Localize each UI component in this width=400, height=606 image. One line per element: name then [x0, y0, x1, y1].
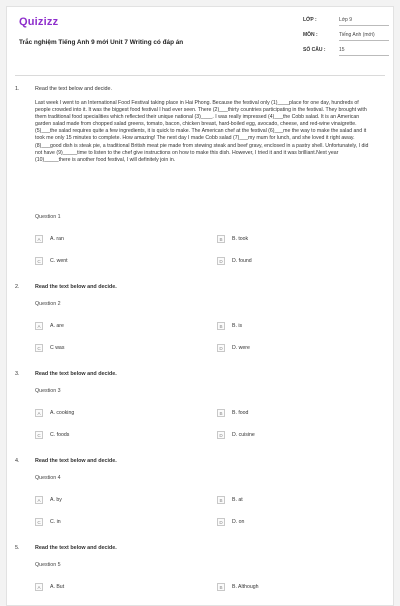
worksheet-title: Trắc nghiệm Tiếng Anh 9 mới Unit 7 Writing có đáp án: [19, 39, 184, 46]
option-letter-box[interactable]: C: [35, 257, 43, 265]
question-number: 3.: [15, 371, 20, 377]
question-number: 4.: [15, 458, 20, 464]
option-d[interactable]: [217, 431, 377, 441]
option-text: B. food: [232, 410, 249, 416]
option-letter-box[interactable]: B: [217, 409, 225, 417]
option-text: D. were: [232, 345, 250, 351]
option-b[interactable]: [217, 235, 377, 245]
option-text: C. went: [50, 258, 68, 264]
option-b[interactable]: [217, 409, 377, 419]
option-letter-box[interactable]: C: [35, 518, 43, 526]
option-text: A. ran: [50, 236, 64, 242]
question-instruction: Read the text below and decide.: [35, 284, 117, 290]
question-number: 2.: [15, 284, 20, 290]
question-instruction: Read the text below and decide.: [35, 458, 117, 464]
worksheet-header: [7, 7, 394, 72]
question-label: Question 1: [35, 214, 61, 220]
option-letter-box[interactable]: A: [35, 409, 43, 417]
option-b[interactable]: [217, 583, 377, 593]
option-text: D. on: [232, 519, 245, 525]
meta-count: [303, 47, 389, 59]
option-letter-box[interactable]: A: [35, 322, 43, 330]
option-d[interactable]: [217, 518, 377, 528]
option-text: B. is: [232, 323, 243, 329]
question-number: 1.: [15, 86, 20, 92]
option-c[interactable]: [35, 431, 195, 441]
option-b[interactable]: [217, 322, 377, 332]
option-letter-box[interactable]: D: [217, 257, 225, 265]
option-letter-box[interactable]: D: [217, 518, 225, 526]
question-label: Question 2: [35, 301, 61, 307]
question-label: Question 4: [35, 475, 61, 481]
reading-passage: Last week I went to an International Food Festival taking place in Hai Phong. Because the festival only (1)____place for one day, hundreds of people crowded into it. It was the biggest food festival I had ever seen. There (2)___thirty countries participating in the festival. They brought with them traditional food specialities which reflected their unique national (3)____. I was really impressed (4)___the Cobb salad. It is an American garden salad made from chopped salad greens, tomato, bacon, chicken breast, hard-boiled egg, avocado, cheese, and red-wine vinaigrette. (5)___the salad requires quite a few ingredients, it is quick to make. The American chef at the festival (6)___me the way to make the salad and it took me only 15 minutes to complete. How amazing! The next day I made Cobb salad (7)___my mum for lunch, and she loved it right away. (8)___good dish is steak pie, a traditional British meat pie made from stewing steak and beef gravy, enclosed in a pastry shell. Unfortunately, I did not have (9)_____time to listen to the chef give instructions on how to make this dish. However, I tried it and it was brilliant.Next year (10)_____there is another food festival, I will definitely join in.: [35, 100, 369, 163]
option-d[interactable]: [217, 257, 377, 267]
worksheet-page: [6, 6, 394, 606]
meta-class-value: Lớp 9: [339, 17, 353, 23]
header-divider: [15, 75, 385, 76]
option-text: A. by: [50, 497, 62, 503]
option-letter-box[interactable]: B: [217, 235, 225, 243]
option-b[interactable]: [217, 496, 377, 506]
option-d[interactable]: [217, 344, 377, 354]
option-text: B. at: [232, 497, 243, 503]
option-a[interactable]: [35, 235, 195, 245]
meta-subject-value: Tiếng Anh (mới): [339, 32, 375, 38]
option-letter-box[interactable]: D: [217, 344, 225, 352]
option-letter-box[interactable]: D: [217, 431, 225, 439]
option-text: D. cuisine: [232, 432, 255, 438]
option-c[interactable]: [35, 344, 195, 354]
option-letter-box[interactable]: A: [35, 496, 43, 504]
option-letter-box[interactable]: A: [35, 235, 43, 243]
option-text: B. Although: [232, 584, 259, 590]
meta-count-key: SỐ CÂU :: [303, 47, 326, 53]
option-text: D. found: [232, 258, 252, 264]
option-text: C. foods: [50, 432, 70, 438]
option-letter-box[interactable]: B: [217, 322, 225, 330]
question-label: Question 5: [35, 562, 61, 568]
option-a[interactable]: [35, 322, 195, 332]
option-letter-box[interactable]: B: [217, 583, 225, 591]
meta-subject-key: MÔN :: [303, 32, 318, 38]
quizizz-logo: Quizizz: [19, 16, 59, 28]
option-c[interactable]: [35, 257, 195, 267]
question-number: 5.: [15, 545, 20, 551]
option-text: C was: [50, 345, 65, 351]
option-a[interactable]: [35, 496, 195, 506]
option-letter-box[interactable]: A: [35, 583, 43, 591]
option-letter-box[interactable]: C: [35, 431, 43, 439]
meta-class: [303, 17, 389, 29]
option-a[interactable]: [35, 409, 195, 419]
question-instruction: Read the text below and decide.: [35, 545, 117, 551]
option-text: A. cooking: [50, 410, 75, 416]
option-text: C. in: [50, 519, 61, 525]
option-letter-box[interactable]: C: [35, 344, 43, 352]
option-text: B. took: [232, 236, 249, 242]
meta-class-key: LỚP :: [303, 17, 317, 23]
option-a[interactable]: [35, 583, 195, 593]
option-letter-box[interactable]: B: [217, 496, 225, 504]
question-instruction: Read the text below and decide.: [35, 86, 113, 92]
option-text: A. are: [50, 323, 64, 329]
meta-subject: [303, 32, 389, 44]
meta-count-value: 15: [339, 47, 345, 53]
question-label: Question 3: [35, 388, 61, 394]
question-instruction: Read the text below and decide.: [35, 371, 117, 377]
option-text: A. But: [50, 584, 65, 590]
option-c[interactable]: [35, 518, 195, 528]
